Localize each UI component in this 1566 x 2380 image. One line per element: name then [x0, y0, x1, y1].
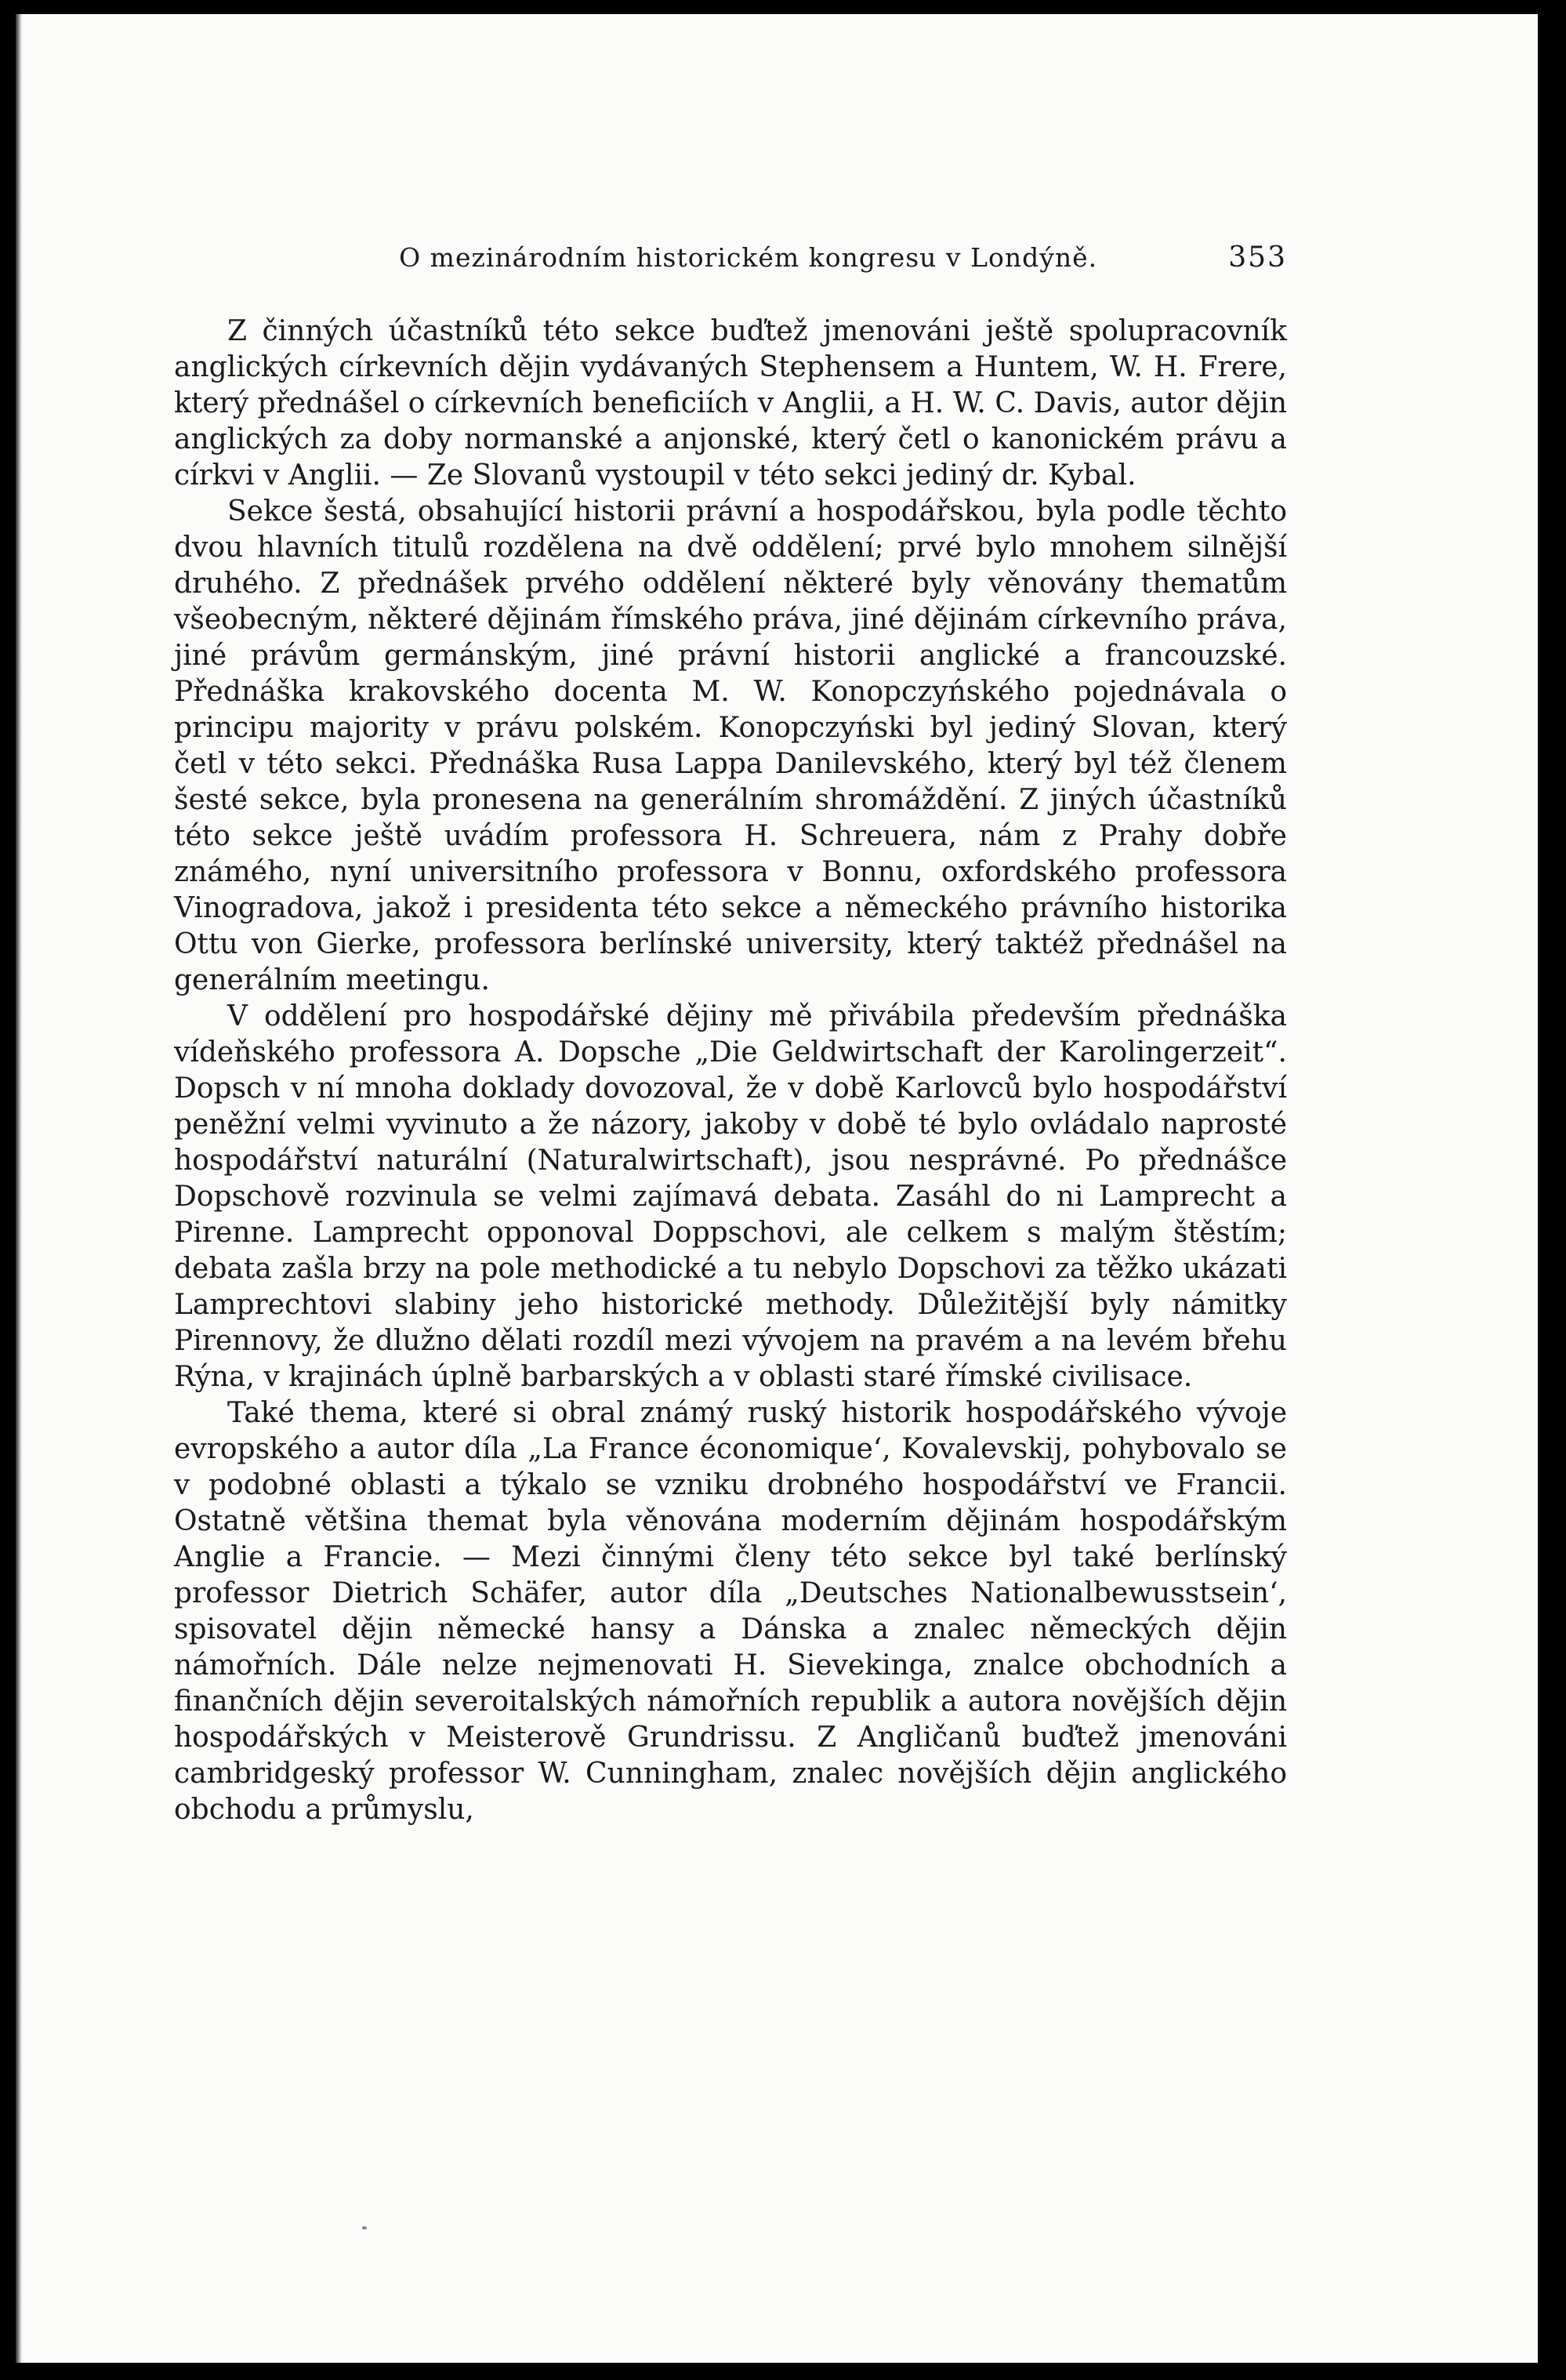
scan-speck: [362, 2226, 367, 2229]
page-number: 353: [1228, 241, 1287, 274]
running-head: [174, 241, 1287, 288]
paragraph-3: V oddělení pro hospodářské dějiny mě přivábila především přednáška vídeňského professora A. Dopsche „Die Geldwirtschaft der Karolingerzeit“. Dopsch v ní mnoha doklady dovozoval, že v době Karlovců bylo hospodářství peněžní velmi vyvinuto a že názory, jakoby v době té bylo ovládalo naprosté hospodářství naturální (Naturalwirtschaft), jsou nesprávné. Po přednášce Dopschově rozvinula se velmi zajímavá debata. Zasáhl do ni Lamprecht a Pirenne. Lamprecht opponoval Doppschovi, ale celkem s malým štěstím; debata zašla brzy na pole methodické a tu nebylo Dopschovi za těžko ukázati Lamprechtovi slabiny jeho historické methody. Důležitější byly námitky Pirennovy, že dlužno dělati rozdíl mezi vývojem na pravém a na levém břehu Rýna, v krajinách úplně barbarských a v oblasti staré římské civilisace.: [174, 1000, 1287, 1393]
paper-sheet: [16, 14, 1538, 2363]
page-binding-edge: [16, 14, 22, 2363]
paragraph-2: Sekce šestá, obsahující historii právní a hospodářskou, byla podle těchto dvou hlavních titulů rozdělena na dvě oddělení; prvé bylo mnohem silnější druhého. Z přednášek prvého oddělení některé byly věnovány thematům všeobecným, některé dějinám římského práva, jiné dějinám církevního práva, jiné právům germánským, jiné právní historii anglické a francouzské. Přednáška krakovského docenta M. W. Konopczyńského pojednávala o principu majority v právu polském. Konopczyński byl jediný Slovan, který četl v této sekci. Přednáška Rusa Lappa Danilevského, který byl též členem šesté sekce, byla pronesena na generálním shromáždění. Z jiných účastníků této sekce ještě uvádím professora H. Schreuera, nám z Prahy dobře známého, nyní universitního professora v Bonnu, oxfordského professora Vinogradova, jakož i presidenta této sekce a německého právního historika Ottu von Gierke, professora berlínské university, který taktéž přednášel na generálním meetingu.: [174, 495, 1287, 996]
running-title: O mezinárodním historickém kongresu v Londýně.: [399, 242, 1098, 273]
paragraph-4: Také thema, které si obral známý ruský historik hospodářského vývoje evropského a autor díla „La France économique‘, Kovalevskij, pohybovalo se v podobné oblasti a týkalo se vzniku drobného hospodářství ve Francii. Ostatně většina themat byla věnována moderním dějinám hospodářským Anglie a Francie. — Mezi činnými členy této sekce byl také berlínský professor Dietrich Schäfer, autor díla „Deutsches Nationalbewusstsein‘, spisovatel dějin německé hansy a Dánska a znalec německých dějin námořních. Dále nelze nejmenovati H. Sievekinga, znalce obchodních a finančních dějin severoitalských námořních republik a autora novějších dějin hospodářských v Meisterově Grundrissu. Z Angličanů buďtež jmenováni cambridgeský professor W. Cunningham, znalec novějších dějin anglického obchodu a průmyslu,: [174, 1397, 1287, 1826]
page-content: [174, 241, 1287, 1828]
body-text: [174, 314, 1287, 1828]
paragraph-1: Z činných účastníků této sekce buďtež jmenováni ještě spolupracovník anglických církevních dějin vydávaných Stephensem a Huntem, W. H. Frere, který přednášel o církevních beneficiích v Anglii, a H. W. C. Davis, autor dějin anglických za doby normanské a anjonské, který četl o kanonickém právu a církvi v Anglii. — Ze Slovanů vystoupil v této sekci jediný dr. Kybal.: [174, 315, 1287, 492]
